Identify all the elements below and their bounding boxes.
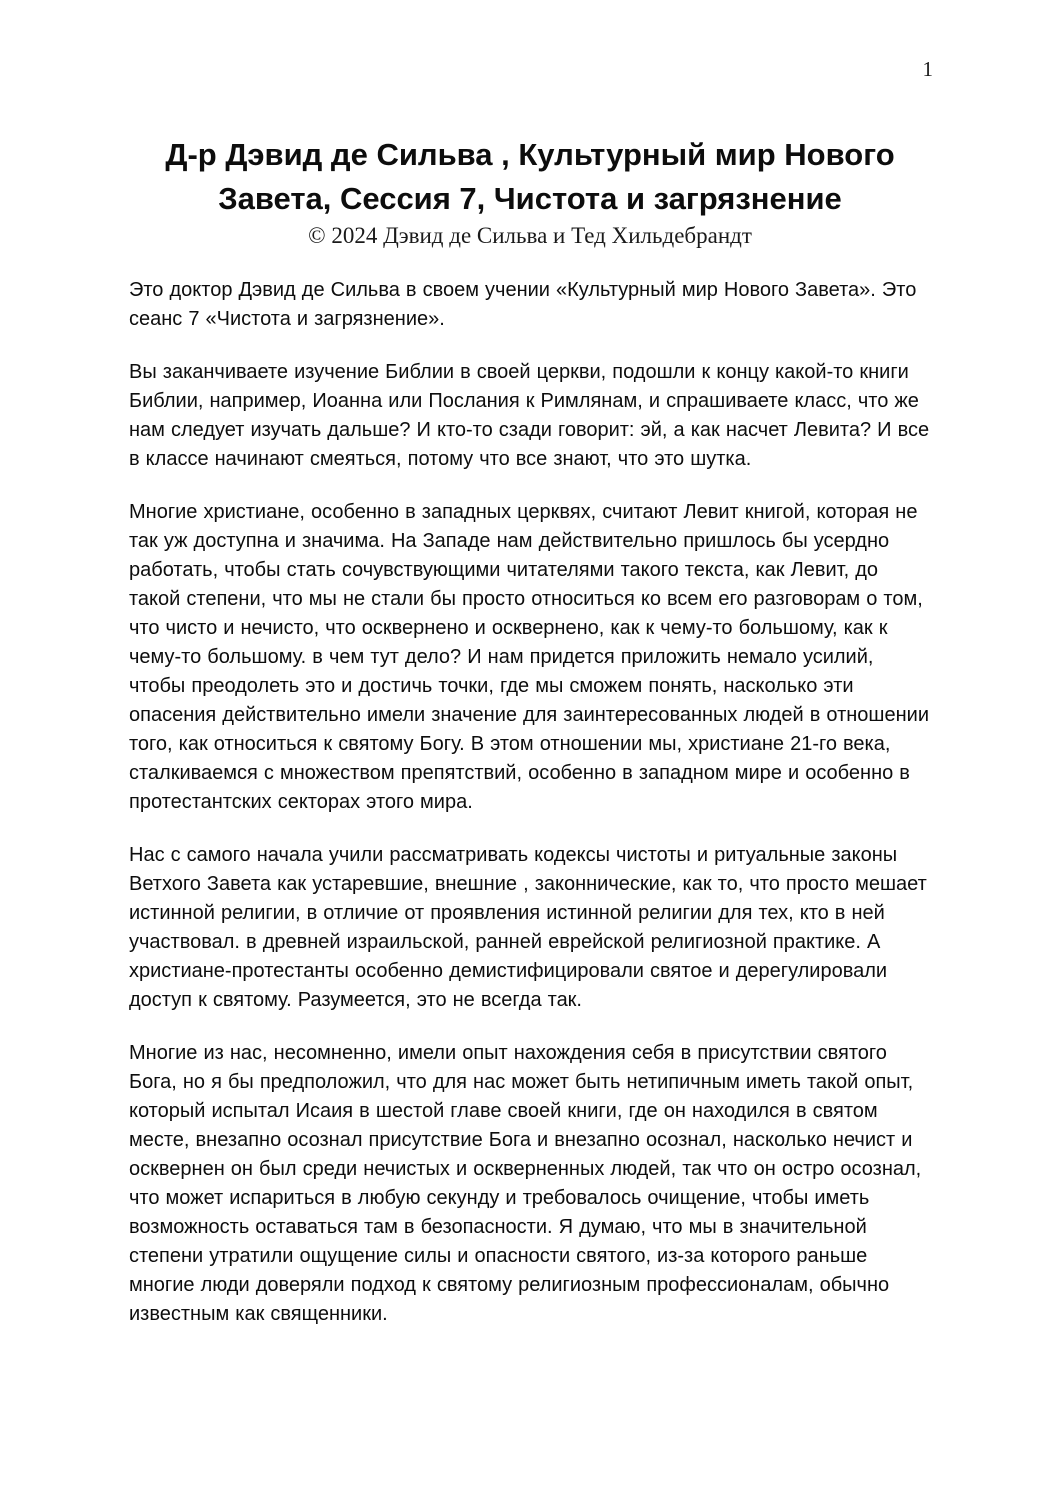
copyright-line: © 2024 Дэвид де Сильва и Тед Хильдебрандт: [308, 223, 752, 248]
paragraph-purity-codes: Нас с самого начала учили рассматривать кодексы чистоты и ритуальные законы Ветхого Завета как устаревшие, внешние , законнические, как то, что просто мешает истинной религии, в отличие от проявления истинной религии для тех, кто в ней участвовал. в древней израильской, ранней еврейской религиозной практике. А христиане-протестанты особенно демистифицировали святое и дерегулировали доступ к святому. Разумеется, это не всегда так.: [129, 844, 927, 1011]
paragraph-intro: Это доктор Дэвид де Сильва в своем учении «Культурный мир Нового Завета». Это сеанс 7 «Чистота и загрязнение».: [129, 279, 917, 330]
body-text: [129, 276, 931, 1329]
page-number: 1: [922, 57, 933, 81]
document-content: [129, 0, 931, 1353]
title-line-2: Завета, Сессия 7, Чистота и загрязнение: [218, 181, 842, 216]
paragraph-western-churches-leviticus: Многие христиане, особенно в западных церквях, считают Левит книгой, которая не так уж доступна и значима. На Западе нам действительно пришлось бы усердно работать, чтобы стать сочувствующими читателями такого текста, как Левит, до такой степени, что мы не стали бы просто относиться ко всем его разговорам о том, что чисто и нечисто, что осквернено и осквернено, как к чему-то большому, как к чему-то большому. в чем тут дело? И нам придется приложить немало усилий, чтобы преодолеть это и достичь точки, где мы сможем понять, насколько эти опасения действительно имели значение для заинтересованных людей в отношении того, как относиться к святому Богу. В этом отношении мы, христиане 21-го века, сталкиваемся с множеством препятствий, особенно в западном мире и особенно в протестантских секторах этого мира.: [129, 501, 929, 813]
paragraph-holy-presence-isaiah: Многие из нас, несомненно, имели опыт нахождения себя в присутствии святого Бога, но я бы предположил, что для нас может быть нетипичным иметь такой опыт, который испытал Исаия в шестой главе своей книги, где он находился в святом месте, внезапно осознал присутствие Бога и внезапно осознал, насколько нечист и осквернен он был среди нечистых и оскверненных людей, так что он остро осознал, что может испариться в любую секунду и требовалось очищение, чтобы иметь возможность оставаться там в безопасности. Я думаю, что мы в значительной степени утратили ощущение силы и опасности святого, из-за которого раньше многие люди доверяли подход к святому религиозным профессионалам, обычно известным как священники.: [129, 1042, 922, 1325]
document-title: [129, 133, 931, 221]
title-line-1: Д-р Дэвид де Сильва , Культурный мир Нового: [165, 137, 895, 172]
paragraph-bible-study-joke: Вы заканчиваете изучение Библии в своей церкви, подошли к концу какой-то книги Библии, например, Иоанна или Послания к Римлянам, и спрашиваете класс, что же нам следует изучать дальше? И кто-то сзади говорит: эй, а как насчет Левита? И все в классе начинают смеяться, потому что все знают, что это шутка.: [129, 361, 930, 470]
